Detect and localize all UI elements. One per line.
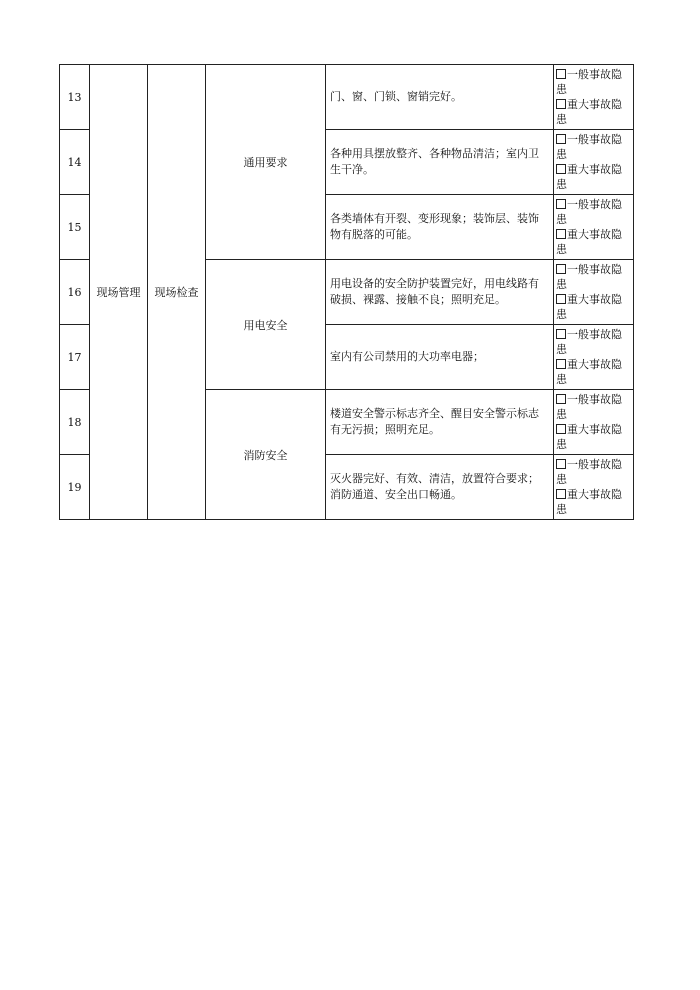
row-number: 14 — [60, 130, 90, 195]
hazard-options-cell — [554, 260, 634, 325]
row-number: 17 — [60, 325, 90, 390]
option-label: 一般事故隐患 — [556, 133, 622, 161]
option-label: 重大事故隐患 — [556, 423, 622, 451]
inspection-item-text: 门、窗、门锁、窗销完好。 — [326, 65, 554, 130]
row-number: 13 — [60, 65, 90, 130]
major-hazard-option[interactable] — [556, 422, 631, 452]
general-hazard-option[interactable] — [556, 327, 631, 357]
general-hazard-option[interactable] — [556, 262, 631, 292]
checkbox-icon[interactable] — [556, 424, 566, 434]
section-title-cell: 通用要求 — [206, 65, 326, 260]
major-hazard-option[interactable] — [556, 97, 631, 127]
checkbox-icon[interactable] — [556, 69, 566, 79]
checkbox-icon[interactable] — [556, 164, 566, 174]
row-number: 19 — [60, 455, 90, 520]
checkbox-icon[interactable] — [556, 394, 566, 404]
checkbox-icon[interactable] — [556, 294, 566, 304]
option-label: 重大事故隐患 — [556, 358, 622, 386]
option-label: 重大事故隐患 — [556, 293, 622, 321]
major-hazard-option[interactable] — [556, 487, 631, 517]
checkbox-icon[interactable] — [556, 359, 566, 369]
row-number: 15 — [60, 195, 90, 260]
group-level2-cell: 现场检查 — [148, 65, 206, 520]
hazard-options-cell — [554, 325, 634, 390]
section-title-cell: 用电安全 — [206, 260, 326, 390]
checkbox-icon[interactable] — [556, 229, 566, 239]
checkbox-icon[interactable] — [556, 99, 566, 109]
option-label: 一般事故隐患 — [556, 393, 622, 421]
checkbox-icon[interactable] — [556, 459, 566, 469]
general-hazard-option[interactable] — [556, 392, 631, 422]
checkbox-icon[interactable] — [556, 134, 566, 144]
inspection-item-text: 各种用具摆放整齐、各种物品清洁；室内卫生干净。 — [326, 130, 554, 195]
table-row — [60, 65, 634, 130]
general-hazard-option[interactable] — [556, 67, 631, 97]
option-label: 一般事故隐患 — [556, 68, 622, 96]
hazard-options-cell — [554, 455, 634, 520]
option-label: 重大事故隐患 — [556, 228, 622, 256]
option-label: 重大事故隐患 — [556, 488, 622, 516]
option-label: 一般事故隐患 — [556, 458, 622, 486]
hazard-options-cell — [554, 65, 634, 130]
option-label: 一般事故隐患 — [556, 198, 622, 226]
inspection-item-text: 用电设备的安全防护装置完好，用电线路有破损、裸露、接触不良；照明充足。 — [326, 260, 554, 325]
option-label: 重大事故隐患 — [556, 98, 622, 126]
checkbox-icon[interactable] — [556, 489, 566, 499]
inspection-item-text: 楼道安全警示标志齐全、醒目安全警示标志有无污损；照明充足。 — [326, 390, 554, 455]
hazard-options-cell — [554, 390, 634, 455]
major-hazard-option[interactable] — [556, 162, 631, 192]
row-number: 16 — [60, 260, 90, 325]
option-label: 重大事故隐患 — [556, 163, 622, 191]
option-label: 一般事故隐患 — [556, 263, 622, 291]
general-hazard-option[interactable] — [556, 457, 631, 487]
hazard-options-cell — [554, 195, 634, 260]
major-hazard-option[interactable] — [556, 227, 631, 257]
inspection-item-text: 灭火器完好、有效、清洁，放置符合要求；消防通道、安全出口畅通。 — [326, 455, 554, 520]
major-hazard-option[interactable] — [556, 357, 631, 387]
major-hazard-option[interactable] — [556, 292, 631, 322]
inspection-item-text: 室内有公司禁用的大功率电器； — [326, 325, 554, 390]
group-level1-cell: 现场管理 — [90, 65, 148, 520]
general-hazard-option[interactable] — [556, 197, 631, 227]
inspection-item-text: 各类墙体有开裂、变形现象；装饰层、装饰物有脱落的可能。 — [326, 195, 554, 260]
inspection-checklist-table — [59, 64, 634, 520]
checkbox-icon[interactable] — [556, 199, 566, 209]
checkbox-icon[interactable] — [556, 329, 566, 339]
hazard-options-cell — [554, 130, 634, 195]
option-label: 一般事故隐患 — [556, 328, 622, 356]
general-hazard-option[interactable] — [556, 132, 631, 162]
row-number: 18 — [60, 390, 90, 455]
section-title-cell: 消防安全 — [206, 390, 326, 520]
checkbox-icon[interactable] — [556, 264, 566, 274]
